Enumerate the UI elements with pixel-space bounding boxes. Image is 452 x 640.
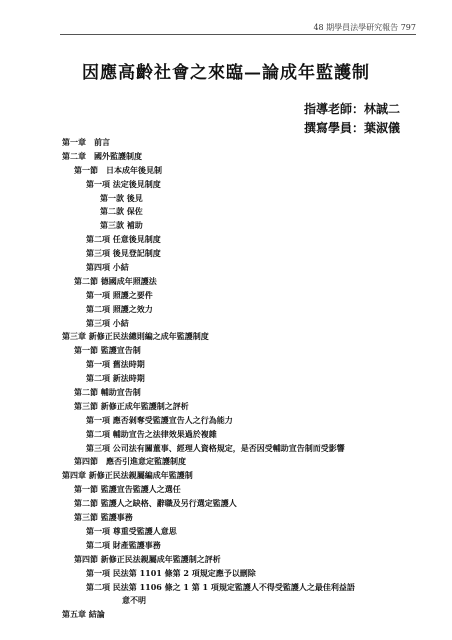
toc-entry: 第二章 國外監護制度: [62, 150, 142, 161]
toc-entry: 第四章 新修正民法親屬編成年監護制: [62, 470, 193, 481]
toc-entry: 第二項 新法時期: [86, 373, 145, 384]
toc-entry: 第三項 小結: [86, 317, 129, 328]
toc-entry: 第二項 輔助宣告之法律效果過於複雜: [86, 428, 217, 439]
toc-entry: 第四項 小結: [86, 262, 129, 273]
toc-entry: 第三項 後見登記制度: [86, 248, 161, 259]
toc-entry: 第三節 新修正成年監護制之評析: [74, 400, 189, 411]
toc-entry: 第二節 監護人之缺格、辭職及另行選定監護人: [74, 498, 237, 509]
toc-entry: 第二項 民法第 1106 條之 1 第 1 項規定監護人不得受監護人之最佳利益語: [86, 581, 355, 592]
toc-entry: 第二節 德國成年照護法: [74, 275, 157, 286]
toc-entry: 第一款 後見: [100, 192, 143, 203]
toc-entry: 第二節 輔助宣告制: [74, 387, 141, 398]
toc-entry: 第三項 公司法有關董事、經理人資格規定，是否因受輔助宣告制而受影響: [86, 442, 345, 453]
table-of-contents: [62, 136, 422, 622]
advisor-line: 指導老師：林誠二: [303, 102, 400, 116]
toc-entry: 意不明: [122, 595, 146, 606]
toc-entry: 第一節 監護宣告監護人之選任: [74, 484, 181, 495]
authors-block: [304, 100, 400, 138]
toc-entry: 第三章 新修正民法總則編之成年監護制度: [62, 331, 209, 342]
toc-entry: 第一章 前言: [62, 137, 110, 147]
toc-entry: 第三款 補助: [100, 220, 143, 231]
toc-entry: 第一節 日本成年後見制: [74, 164, 162, 175]
toc-entry: 第一項 尊重受監護人意思: [86, 525, 177, 536]
toc-entry: 第一項 應否剝奪受監護宣告人之行為能力: [86, 414, 233, 425]
toc-entry: 第四節 應否引進意定監護制度: [74, 456, 186, 467]
toc-entry: 第二項 財產監護事務: [86, 539, 161, 550]
toc-entry: 第二項 照護之效力: [86, 303, 153, 314]
running-head: 48 期學員法學研究報告 797: [313, 23, 416, 32]
toc-entry: 第一項 民法第 1101 條第 2 項規定應予以刪除: [86, 567, 256, 578]
toc-entry: 第二款 保佐: [100, 206, 143, 217]
writer-line: 撰寫學員：葉淑儀: [303, 121, 400, 135]
toc-entry: 第五章 結論: [62, 609, 105, 620]
toc-entry: 第一節 監護宣告制: [74, 345, 141, 356]
toc-entry: 第三節 監護事務: [74, 512, 133, 523]
page-title: 因應高齡社會之來臨—論成年監護制: [82, 63, 370, 83]
toc-entry: 第四節 新修正民法親屬成年監護制之評析: [74, 553, 221, 564]
toc-entry: 第一項 法定後見制度: [86, 178, 161, 189]
toc-entry: 第一項 舊法時期: [86, 359, 145, 370]
toc-entry: 第一項 照護之要件: [86, 289, 153, 300]
toc-entry: 第二項 任意後見制度: [86, 234, 161, 245]
header-rule: [60, 34, 416, 35]
